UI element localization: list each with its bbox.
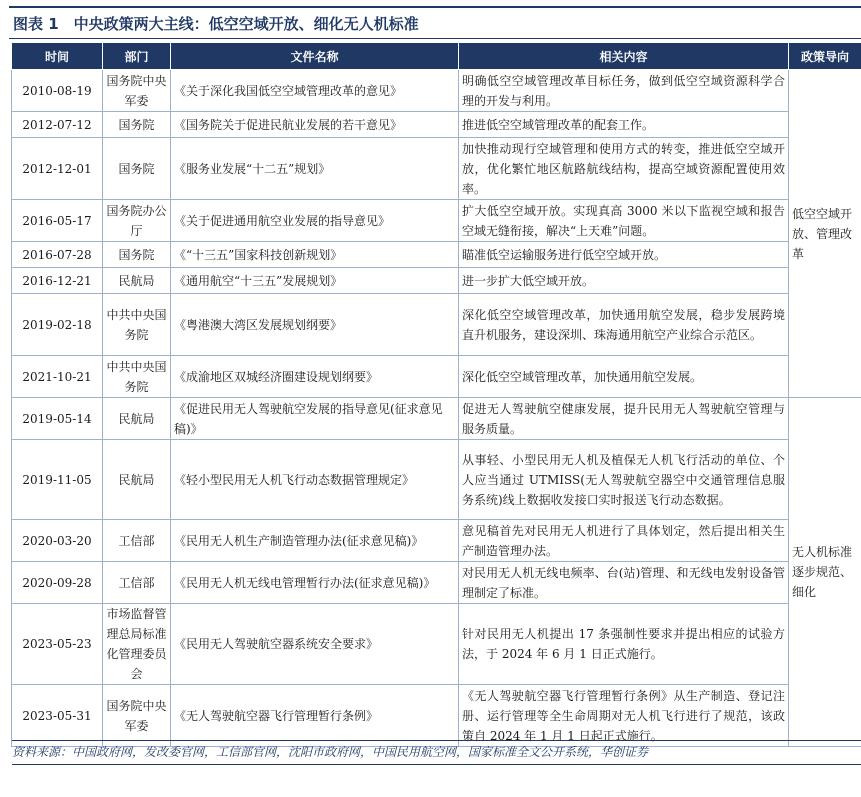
cell-content: 进一步扩大低空域开放。 bbox=[459, 268, 789, 294]
cell-doc: 《民用无人机无线电管理暂行办法(征求意见稿)》 bbox=[171, 562, 459, 604]
cell-dept: 民航局 bbox=[103, 398, 171, 440]
cell-date: 2023-05-31 bbox=[12, 685, 103, 747]
cell-date: 2021-10-21 bbox=[12, 356, 103, 398]
cell-doc: 《成渝地区双城经济圈建设规划纲要》 bbox=[171, 356, 459, 398]
cell-content: 扩大低空空域开放。实现真高 3000 米以下监视空域和报告空域无缝衔接，解决“上天难”问题。 bbox=[459, 200, 789, 242]
cell-doc: 《“十三五”国家科技创新规划》 bbox=[171, 242, 459, 268]
cell-dept: 国务院 bbox=[103, 242, 171, 268]
cell-dept: 国务院办公厅 bbox=[103, 200, 171, 242]
cell-doc: 《无人驾驶航空器飞行管理暂行条例》 bbox=[171, 685, 459, 747]
table-row bbox=[12, 138, 861, 200]
table-row bbox=[12, 200, 861, 242]
cell-content: 加快推动现行空域管理和使用方式的转变，推进低空空域开放，优化繁忙地区航路航线结构，提高空域资源配置使用效率。 bbox=[459, 138, 789, 200]
cell-date: 2023-05-23 bbox=[12, 604, 103, 685]
cell-date: 2020-09-28 bbox=[12, 562, 103, 604]
cell-content: 明确低空空域管理改革目标任务，做到低空空域资源科学合理的开发与利用。 bbox=[459, 70, 789, 112]
table-row bbox=[12, 398, 861, 440]
header-date: 时间 bbox=[12, 43, 103, 70]
cell-dept: 国务院 bbox=[103, 138, 171, 200]
table-row bbox=[12, 70, 861, 112]
cell-doc: 《促进民用无人驾驶航空发展的指导意见(征求意见稿)》 bbox=[171, 398, 459, 440]
cell-date: 2019-05-14 bbox=[12, 398, 103, 440]
cell-content: 深化低空空域管理改革，加快通用航空发展，稳步发展跨境直升机服务，建设深圳、珠海通用航空产业综合示范区。 bbox=[459, 294, 789, 356]
cell-content: 《无人驾驶航空器飞行管理暂行条例》从生产制造、登记注册、运行管理等全生命周期对无人机飞行进行了规范，该政策自 2024 年 1 月 1 日起正式施行。 bbox=[459, 685, 789, 747]
cell-dept: 国务院 bbox=[103, 112, 171, 138]
cell-dept: 国务院中央军委 bbox=[103, 685, 171, 747]
cell-dept: 国务院中央军委 bbox=[103, 70, 171, 112]
cell-doc: 《轻小型民用无人机飞行动态数据管理规定》 bbox=[171, 440, 459, 520]
cell-date: 2016-07-28 bbox=[12, 242, 103, 268]
cell-doc: 《民用无人驾驶航空器系统安全要求》 bbox=[171, 604, 459, 685]
cell-date: 2010-08-19 bbox=[12, 70, 103, 112]
cell-doc: 《关于深化我国低空空域管理改革的意见》 bbox=[171, 70, 459, 112]
cell-content: 推进低空空域管理改革的配套工作。 bbox=[459, 112, 789, 138]
bottom-divider bbox=[12, 764, 861, 765]
cell-content: 对民用无人机无线电频率、台(站)管理、和无线电发射设备管理制定了标准。 bbox=[459, 562, 789, 604]
policy-group-airspace: 低空空域开放、管理改革 bbox=[789, 70, 861, 398]
table-row bbox=[12, 294, 861, 356]
source-note: 资料来源：中国政府网，发改委官网，工信部官网，沈阳市政府网，中国民用航空网，国家标准全文公开系统，华创证券 bbox=[12, 740, 861, 763]
cell-date: 2016-05-17 bbox=[12, 200, 103, 242]
table-row bbox=[12, 520, 861, 562]
cell-content: 针对民用无人机提出 17 条强制性要求并提出相应的试验方法，于 2024 年 6 月 1 日正式施行。 bbox=[459, 604, 789, 685]
cell-date: 2012-07-12 bbox=[12, 112, 103, 138]
cell-content: 深化低空空域管理改革，加快通用航空发展。 bbox=[459, 356, 789, 398]
cell-content: 意见稿首先对民用无人机进行了具体划定，然后提出相关生产制造管理办法。 bbox=[459, 520, 789, 562]
cell-content: 从事轻、小型民用无人机及植保无人机飞行活动的单位、个人应当通过 UTMISS(无人驾驶航空器空中交通管理信息服务系统)线上数据收发接口实时报送飞行动态数据。 bbox=[459, 440, 789, 520]
cell-dept: 民航局 bbox=[103, 440, 171, 520]
cell-content: 瞄准低空运输服务进行低空空域开放。 bbox=[459, 242, 789, 268]
table-row bbox=[12, 562, 861, 604]
cell-date: 2019-11-05 bbox=[12, 440, 103, 520]
cell-dept: 民航局 bbox=[103, 268, 171, 294]
policy-group-drone-standards: 无人机标准逐步规范、细化 bbox=[789, 398, 861, 747]
table-header-row bbox=[12, 43, 861, 70]
cell-date: 2016-12-21 bbox=[12, 268, 103, 294]
cell-dept: 中共中央国务院 bbox=[103, 294, 171, 356]
header-policy: 政策导向 bbox=[789, 43, 861, 70]
cell-doc: 《民用无人机生产制造管理办法(征求意见稿)》 bbox=[171, 520, 459, 562]
table-row bbox=[12, 604, 861, 685]
cell-doc: 《国务院关于促进民航业发展的若干意见》 bbox=[171, 112, 459, 138]
table-row bbox=[12, 112, 861, 138]
cell-date: 2020-03-20 bbox=[12, 520, 103, 562]
cell-doc: 《关于促进通用航空业发展的指导意见》 bbox=[171, 200, 459, 242]
cell-date: 2012-12-01 bbox=[12, 138, 103, 200]
figure-title: 图表 1 中央政策两大主线：低空空域开放、细化无人机标准 bbox=[13, 14, 419, 33]
figure-title-bar bbox=[9, 6, 861, 39]
table-row bbox=[12, 242, 861, 268]
table-row bbox=[12, 440, 861, 520]
header-dept: 部门 bbox=[103, 43, 171, 70]
header-content: 相关内容 bbox=[459, 43, 789, 70]
table-row bbox=[12, 268, 861, 294]
cell-doc: 《服务业发展“十二五”规划》 bbox=[171, 138, 459, 200]
cell-dept: 工信部 bbox=[103, 562, 171, 604]
cell-content: 促进无人驾驶航空健康发展，提升民用无人驾驶航空管理与服务质量。 bbox=[459, 398, 789, 440]
cell-dept: 中共中央国务院 bbox=[103, 356, 171, 398]
cell-date: 2019-02-18 bbox=[12, 294, 103, 356]
cell-dept: 工信部 bbox=[103, 520, 171, 562]
table-row bbox=[12, 356, 861, 398]
cell-doc: 《通用航空“十三五”发展规划》 bbox=[171, 268, 459, 294]
header-doc: 文件名称 bbox=[171, 43, 459, 70]
table-row bbox=[12, 685, 861, 747]
cell-dept: 市场监督管理总局标准化管理委员会 bbox=[103, 604, 171, 685]
cell-doc: 《粤港澳大湾区发展规划纲要》 bbox=[171, 294, 459, 356]
policy-table bbox=[11, 42, 861, 747]
